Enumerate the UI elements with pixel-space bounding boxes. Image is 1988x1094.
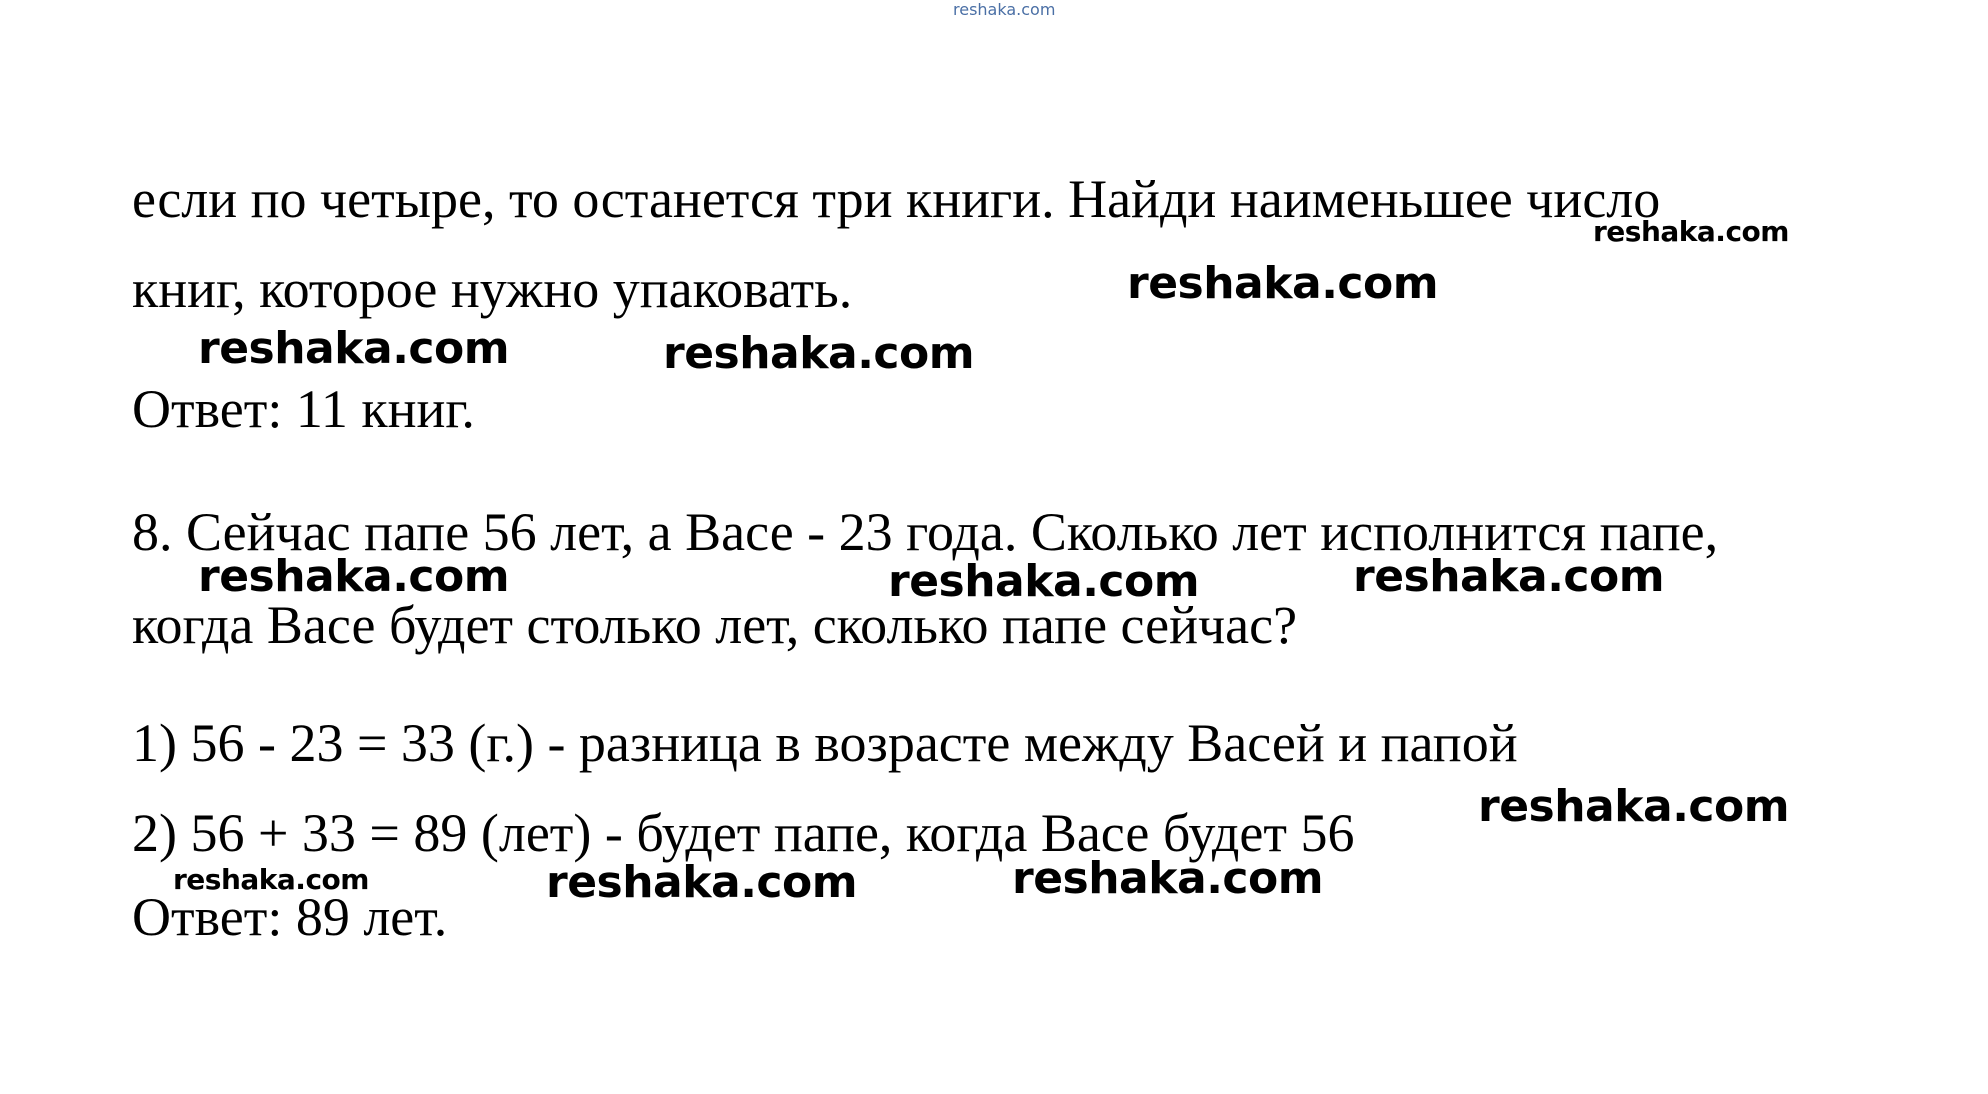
problem7-line1: если по четыре, то останется три книги. Найди наименьшее число [132,169,1661,229]
top-watermark: reshaka.com [953,0,1056,19]
problem8-step1: 1) 56 - 23 = 33 (г.) - разница в возрасте между Васей и папой [132,713,1518,773]
watermark: reshaka.com [888,556,1200,607]
watermark: reshaka.com [1478,781,1790,832]
problem7-line2: книг, которое нужно упаковать. [132,259,853,319]
problem8-step2: 2) 56 + 33 = 89 (лет) - будет папе, когда Васе будет 56 [132,803,1355,863]
watermark: reshaka.com [546,857,858,908]
watermark: reshaka.com [1012,853,1324,904]
problem8-line2: когда Васе будет столько лет, сколько папе сейчас? [132,595,1298,655]
problem7-answer: Ответ: 11 книг. [132,379,475,439]
watermark: reshaka.com [173,863,369,896]
watermark: reshaka.com [1127,258,1439,309]
watermark: reshaka.com [1353,551,1665,602]
watermark: reshaka.com [663,328,975,379]
watermark: reshaka.com [198,323,510,374]
problem8-answer: Ответ: 89 лет. [132,887,448,947]
watermark: reshaka.com [198,551,510,602]
watermark: reshaka.com [1593,215,1789,248]
problem8-line1: 8. Сейчас папе 56 лет, а Васе - 23 года. Сколько лет исполнится папе, [132,502,1719,562]
